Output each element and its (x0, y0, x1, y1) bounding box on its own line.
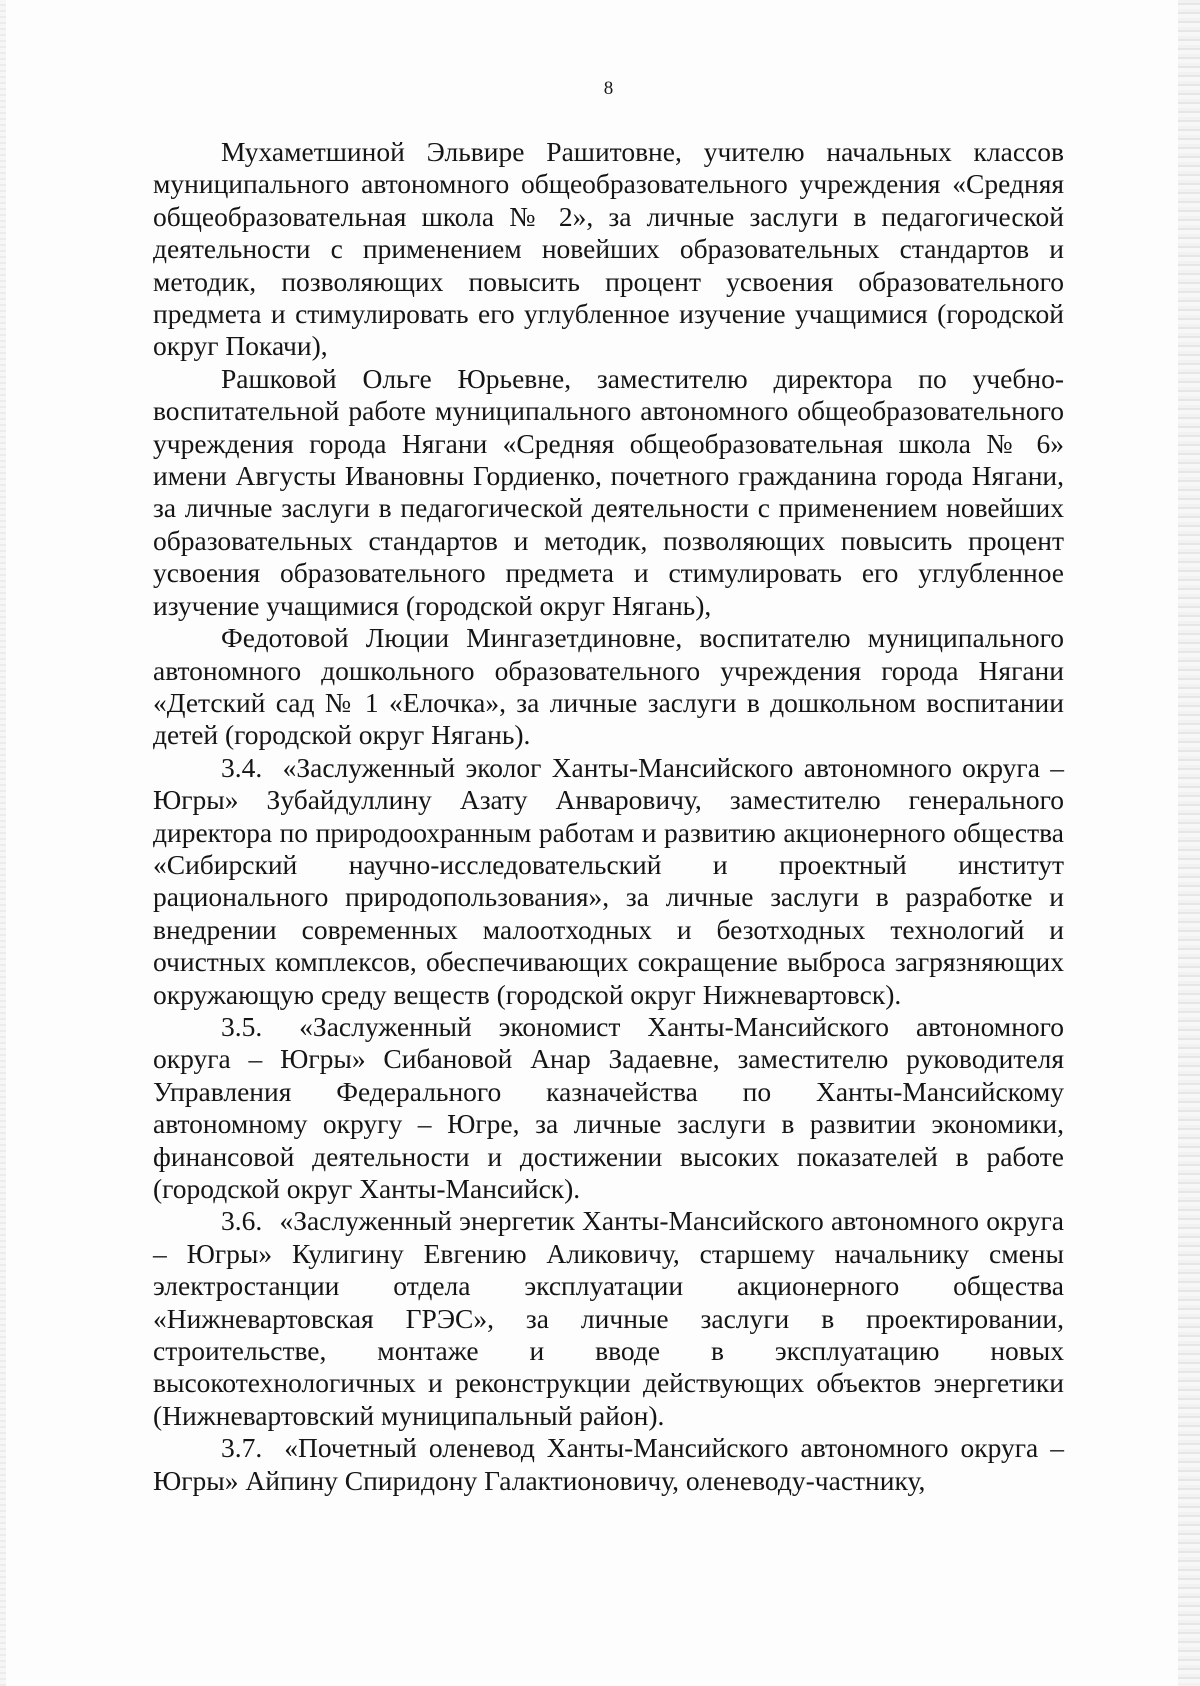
document-body (153, 136, 1064, 1497)
paragraph-2 (153, 363, 1064, 622)
scan-left-edge (0, 0, 6, 1686)
clause-number: 3.7. (221, 1432, 263, 1464)
clause-number: 3.5. (221, 1010, 263, 1042)
paragraph-text: Мухаметшиной Эльвире Рашитовне, учителю начальных классов муниципального автономного общеобразовательного учреждения «Средняя общеобразовательная школа № 2», за личные заслуги в педагогической деятельности с применением новейших образовательных стандартов и методик, позволяющих повысить процент усвоения образовательного предмета и стимулировать его углубленное изучение учащимися (городской округ Покачи), (153, 136, 1064, 362)
paragraph-text: Федотовой Люции Мингазетдиновне, воспитателю муниципального автономного дошкольного образовательного учреждения города Нягани «Детский сад № 1 «Елочка», за личные заслуги в дошкольном воспитании детей (городской округ Нягань). (153, 622, 1064, 751)
clause-number: 3.4. (221, 751, 263, 783)
clause-text: «Почетный оленевод Ханты-Мансийского автономного округа – Югры» Айпину Спиридону Галактионовичу, оленеводу-частнику, (153, 1432, 1064, 1496)
paragraph-3 (153, 622, 1064, 752)
clause-text: «Заслуженный экономист Ханты-Мансийского автономного округа – Югры» Сибановой Анар Задаевне, заместителю руководителя Управления Федерального казначейства по Ханты-Мансийскому автономному округу – Югре, за личные заслуги в развитии экономики, финансовой деятельности и достижении высоких показателей в работе (городской округ Ханты-Мансийск). (153, 1010, 1065, 1204)
paragraph-1 (153, 136, 1064, 363)
clause-3-4 (153, 752, 1064, 1011)
paragraph-text: Рашковой Ольге Юрьевне, заместителю директора по учебно-воспитательной работе муниципального автономного общеобразовательного учреждения города Нягани «Средняя общеобразовательная школа № 6» имени Августы Ивановны Гордиенко, почетного гражданина города Нягани, за личные заслуги в педагогической деятельности с применением новейших образовательных стандартов и методик, позволяющих повысить процент усвоения образовательного предмета и стимулировать его углубленное изучение учащимися (городской округ Нягань), (153, 362, 1064, 621)
scan-right-edge (1178, 0, 1200, 1686)
clause-3-7 (153, 1432, 1064, 1497)
clause-text: «Заслуженный энергетик Ханты-Мансийского автономного округа – Югры» Кулигину Евгению Аликовичу, старшему начальнику смены электростанции отдела эксплуатации акционерного общества «Нижневартовская ГРЭС», за личные заслуги в проектировании, строительстве, монтаже и вводе в эксплуатацию новых высокотехнологичных и реконструкции действующих объектов энергетики (Нижневартовский муниципальный район). (153, 1205, 1064, 1431)
clause-number: 3.6. (221, 1205, 263, 1237)
clause-text: «Заслуженный эколог Ханты-Мансийского автономного округа – Югры» Зубайдуллину Азату Анваровичу, заместителю генерального директора по природоохранным работам и развитию акционерного общества «Сибирский научно-исследовательский и проектный институт рационального природопользования», за личные заслуги в разработке и внедрении современных малоотходных и безотходных технологий и очистных комплексов, обеспечивающих сокращение выброса загрязняющих окружающую среду веществ (городской округ Нижневартовск). (153, 751, 1064, 1010)
clause-3-6 (153, 1205, 1064, 1432)
clause-3-5 (153, 1011, 1064, 1205)
page-number: 8 (603, 78, 614, 99)
